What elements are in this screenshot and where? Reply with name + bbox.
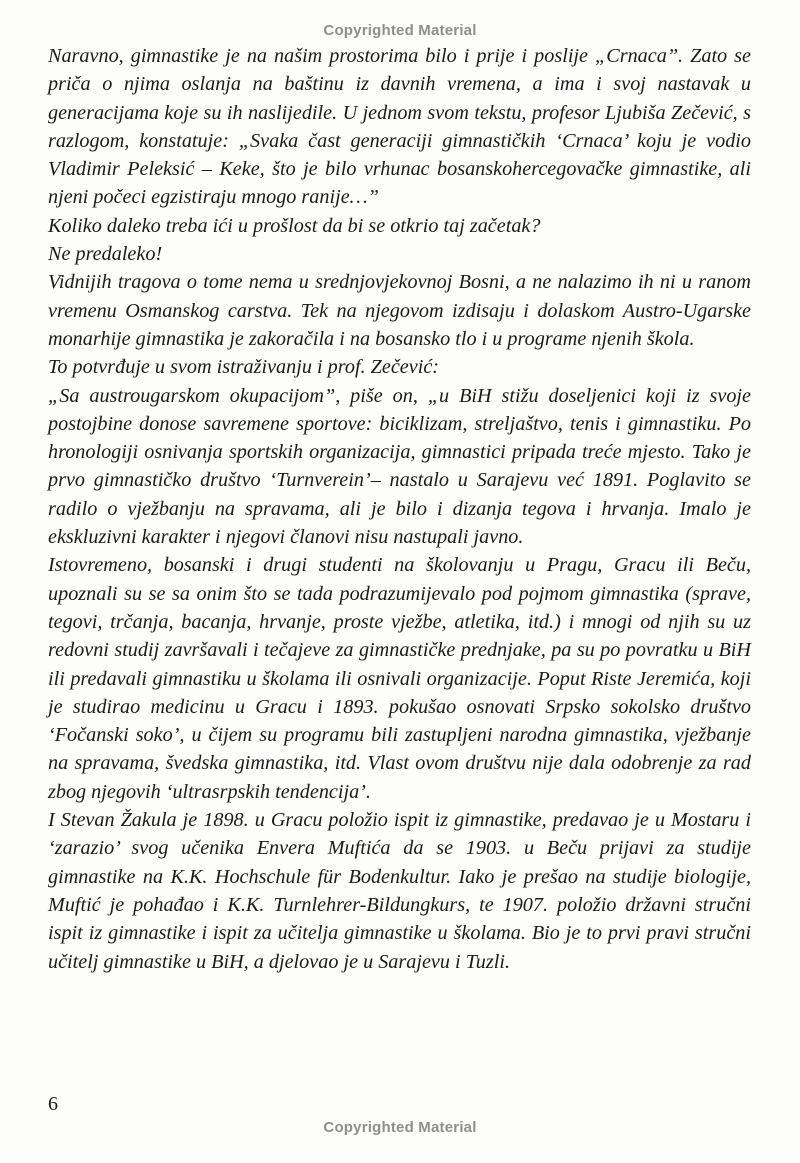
paragraph: Ne predaleko!: [48, 243, 163, 266]
page-body-text: [48, 42, 751, 976]
page-number: 6: [48, 1093, 58, 1115]
paragraph: I Stevan Žakula je 1898. u Gracu položio ispit iz gimnastike, predavao je u Mostaru i ‘zarazio’ svog učenika Envera Muftića da se 1903. u Beču prijavi za studije gimnastike na K.K. Hochschule für Bodenkultur. Iako je prešao na studije biologije, Muftić je pohađao i K.K. Turnlehrer-Bildungkurs, te 1907. položio državni stručni ispit iz gimnastike i ispit za učitelja gimnastike u školama. Bio je to prvi pravi stručni učitelj gimnastike u BiH, a djelovao je u Sarajevu i Tuzli.: [48, 809, 751, 973]
paragraph: To potvrđuje u svom istraživanju i prof. Zečević:: [48, 356, 440, 379]
paragraph: Vidnijih tragova o tome nema u srednjovjekovnoj Bosni, a ne nalazimo ih ni u ranom vremenu Osmanskog carstva. Tek na njegovom izdisaju i dolaskom Austro-Ugarske monarhije gimnastika je zakoračila i na bosansko tlo i u programe njenih škola.: [48, 271, 751, 350]
paragraph: Istovremeno, bosanski i drugi studenti na školovanju u Pragu, Gracu ili Beču, upoznali su se sa onim što se tada podrazumijevalo pod pojmom gimnastika (sprave, tegovi, trčanja, bacanja, hrvanje, proste vježbe, atletika, itd.) i mnogi od njih su uz redovni studij završavali i tečajeve za gimnastičke prednjake, pa su po povratku u BiH ili predavali gimnastiku u školama ili osnivali organizacije. Poput Riste Jeremića, koji je studirao medicinu u Gracu i 1893. pokušao osnovati Srpsko sokolsko društvo ‘Fočanski soko’, u čijem su programu bili zastupljeni narodna gimnastika, vježbanje na spravama, švedska gimnastika, itd. Vlast ovom društvu nije dala odobrenje za rad zbog njegovih ‘ultrasrpskih tendencija’.: [48, 554, 751, 803]
copyright-watermark-bottom: Copyrighted Material: [323, 1119, 477, 1136]
quote-paragraph: „Sa austrougarskom okupacijom”, piše on, „u BiH stižu doseljenici koji iz svoje postojbine donose savremene sportove: biciklizam, streljaštvo, tenis i gimnastiku. Po hronologiji osnivanja sportskih organizacija, gimnastici pripada treće mjesto. Tako je prvo gimnastičko društvo ‘Turnverein’– nastalo u Sarajevu već 1891. Poglavito se radilo o vježbanju na spravama, ali je bilo i dizanja tegova i hrvanja. Imalo je ekskluzivni karakter i njegovi članovi nisu nastupali javno.: [48, 384, 751, 549]
copyright-watermark-top: Copyrighted Material: [323, 22, 477, 39]
paragraph: Koliko daleko treba ići u prošlost da bi se otkrio taj začetak?: [48, 214, 541, 237]
paragraph: Naravno, gimnastike je na našim prostorima bilo i prije i poslije „Crnaca”. Zato se priča o njima oslanja na baštinu iz davnih vremena, a ima i svoj nastavak u generacijama koje su ih naslijedile. U jednom svom tekstu, profesor Ljubiša Zečević, s razlogom, konstatuje: „Svaka čast generaciji gimnastičkih ‘Crnaca’ koju je vodio Vladimir Peleksić – Keke, što je bilo vrhunac bosanskohercegovačke gimnastike, ali njeni počeci egzistiraju mnogo ranije…”: [48, 45, 751, 209]
